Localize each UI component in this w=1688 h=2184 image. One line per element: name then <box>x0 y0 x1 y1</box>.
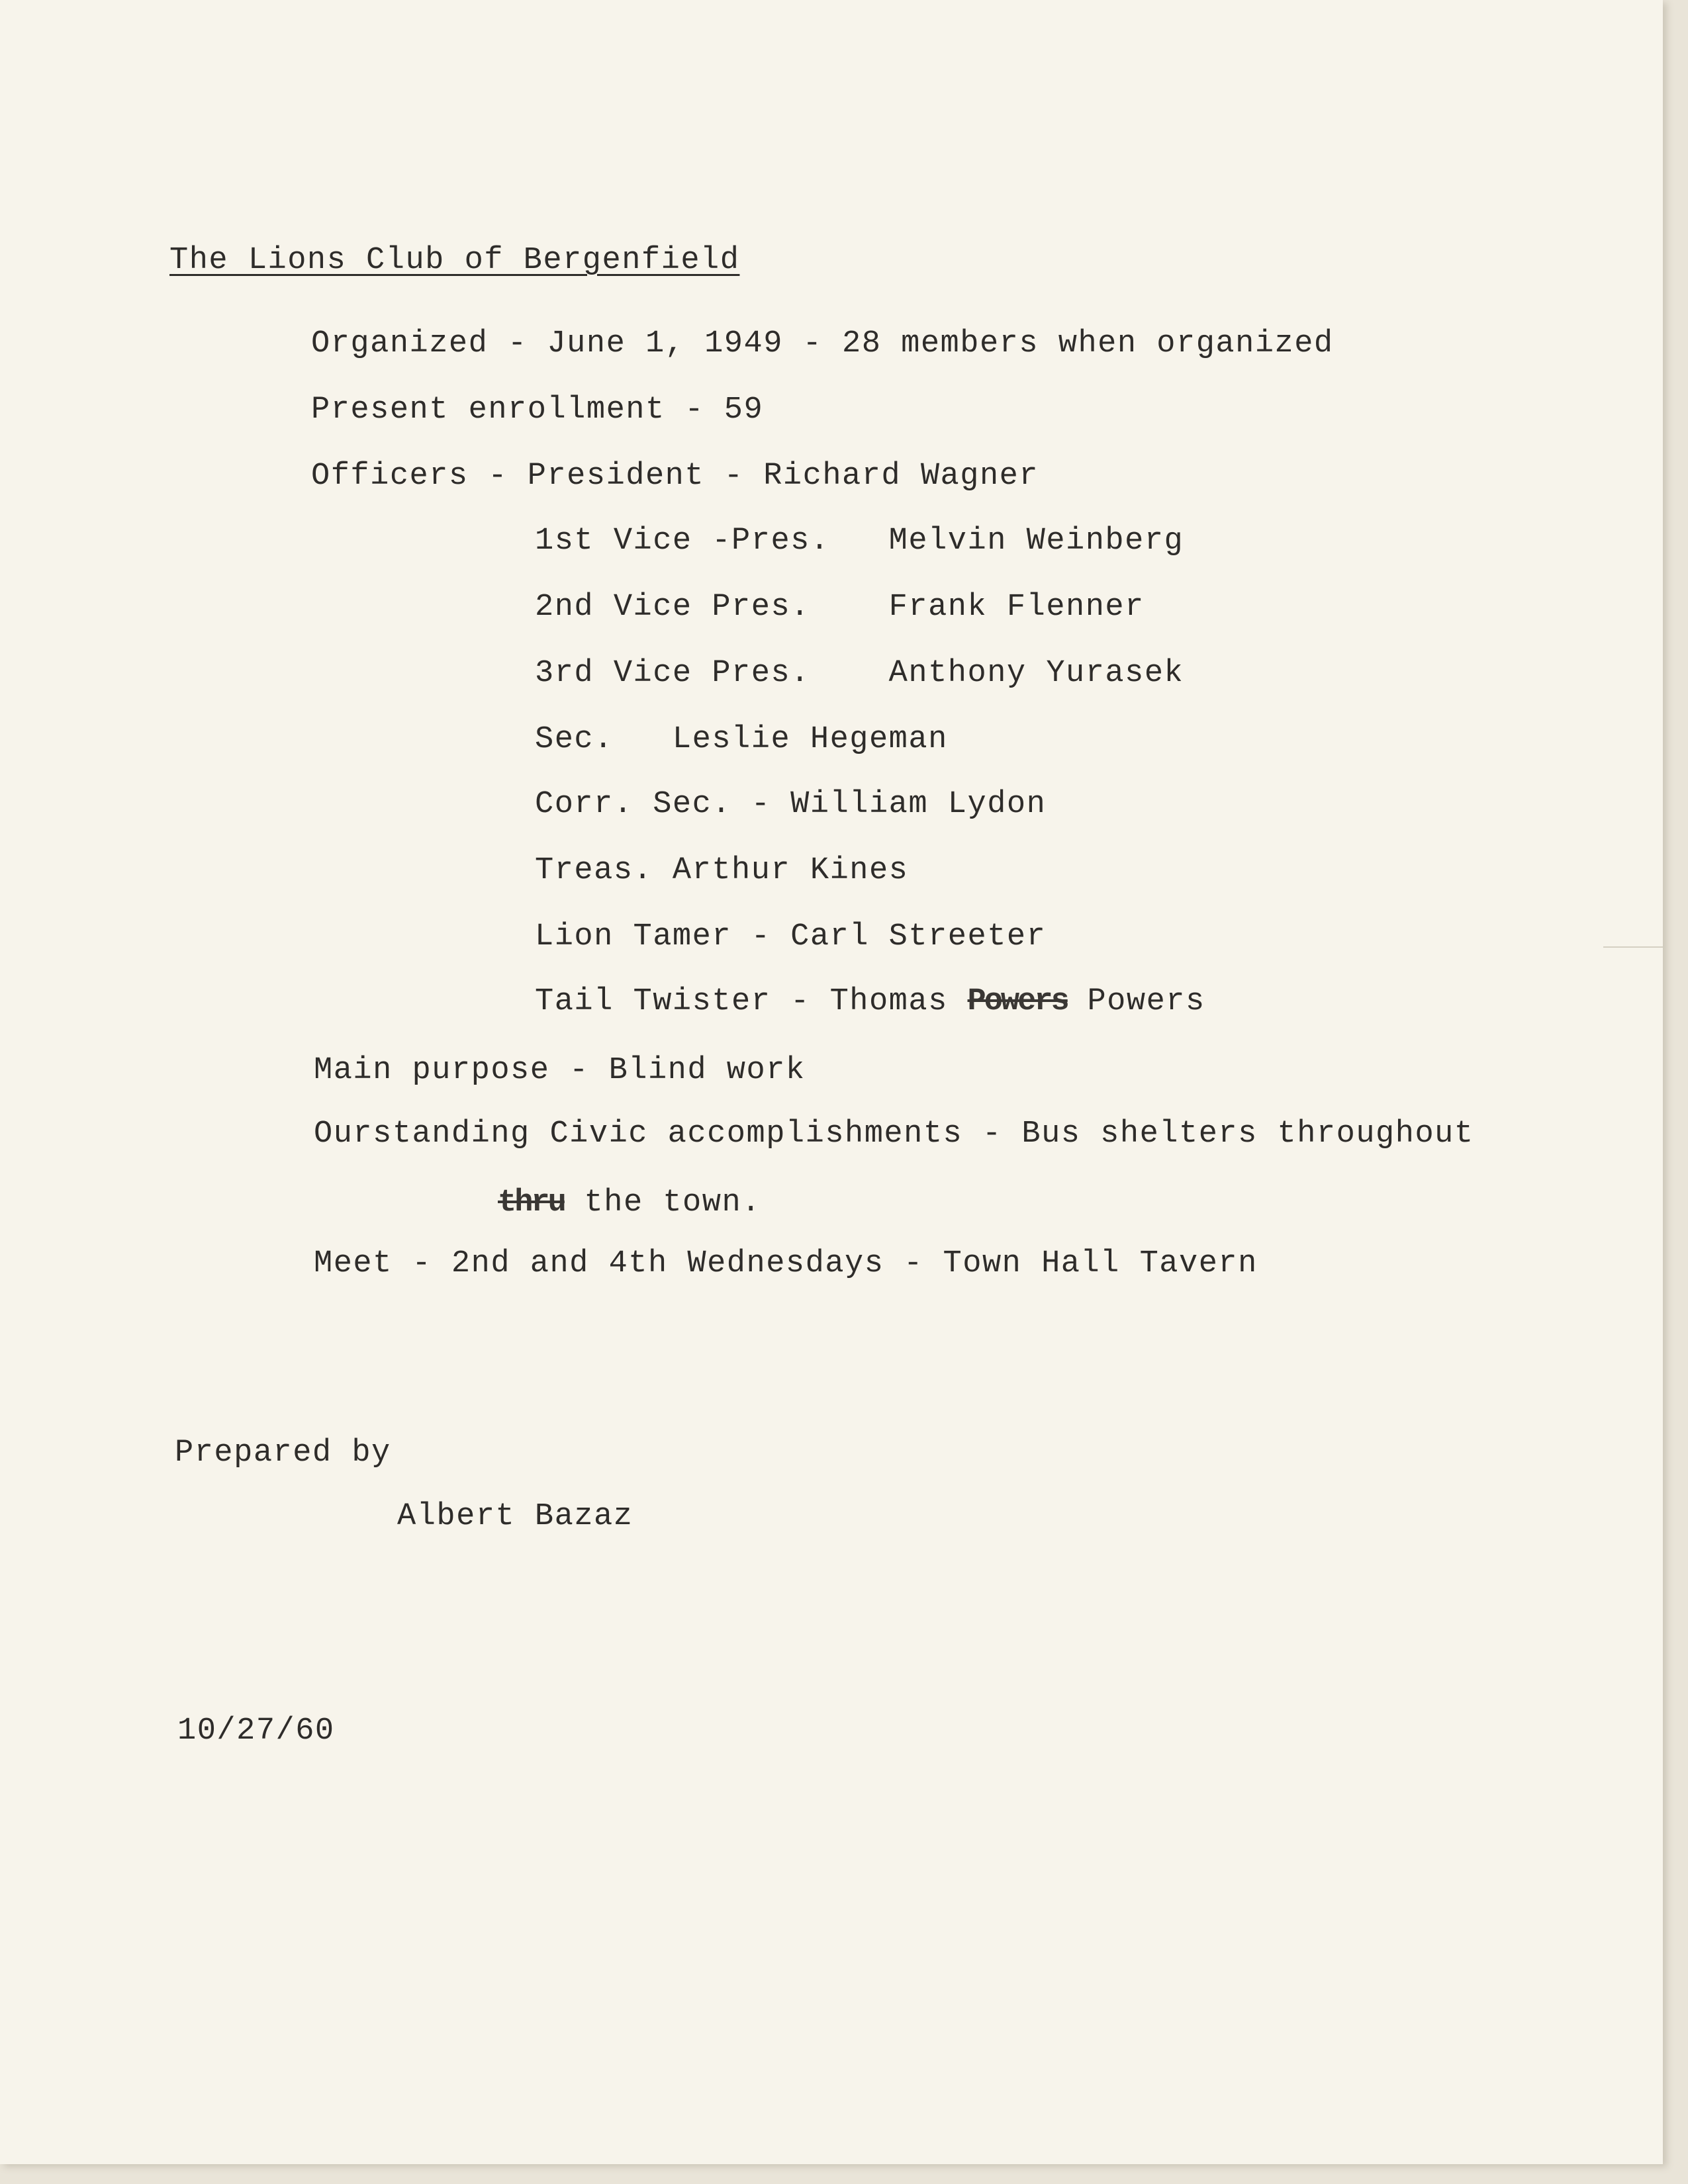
officer-secretary: Sec. Leslie Hegeman <box>535 722 948 757</box>
officers-president-line: Officers - President - Richard Wagner <box>311 459 1039 494</box>
accomplishments-continuation-text: the town. <box>564 1185 761 1220</box>
tail-twister-name: Powers <box>1067 984 1205 1019</box>
prepared-by-label: Prepared by <box>175 1435 391 1471</box>
paper-fold-mark <box>1603 946 1663 948</box>
officer-corresponding-secretary: Corr. Sec. - William Lydon <box>535 787 1047 822</box>
officer-second-vice-president: 2nd Vice Pres. Frank Flenner <box>535 590 1145 625</box>
officer-treasurer: Treas. Arthur Kines <box>535 853 909 888</box>
meeting-line: Meet - 2nd and 4th Wednesdays - Town Hall Tavern <box>314 1246 1258 1281</box>
officer-third-vice-president: 3rd Vice Pres. Anthony Yurasek <box>535 656 1184 691</box>
struck-out-text: thru <box>498 1185 565 1220</box>
enrollment-line: Present enrollment - 59 <box>311 392 764 428</box>
document-date: 10/27/60 <box>177 1713 335 1749</box>
document-title: The Lions Club of Bergenfield <box>169 243 740 278</box>
accomplishments-continuation <box>498 1187 761 1218</box>
officer-first-vice-president: 1st Vice -Pres. Melvin Weinberg <box>535 523 1184 559</box>
organized-line: Organized - June 1, 1949 - 28 members when organized <box>311 326 1334 361</box>
struck-out-text: Powers <box>967 984 1068 1019</box>
main-purpose-line: Main purpose - Blind work <box>314 1053 806 1088</box>
tail-twister-prefix: Tail Twister - Thomas <box>535 984 968 1019</box>
officer-tail-twister <box>535 986 1205 1017</box>
prepared-by-name: Albert Bazaz <box>397 1499 633 1534</box>
officer-lion-tamer: Lion Tamer - Carl Streeter <box>535 919 1047 954</box>
accomplishments-line: Ourstanding Civic accomplishments - Bus shelters throughout <box>314 1116 1474 1152</box>
